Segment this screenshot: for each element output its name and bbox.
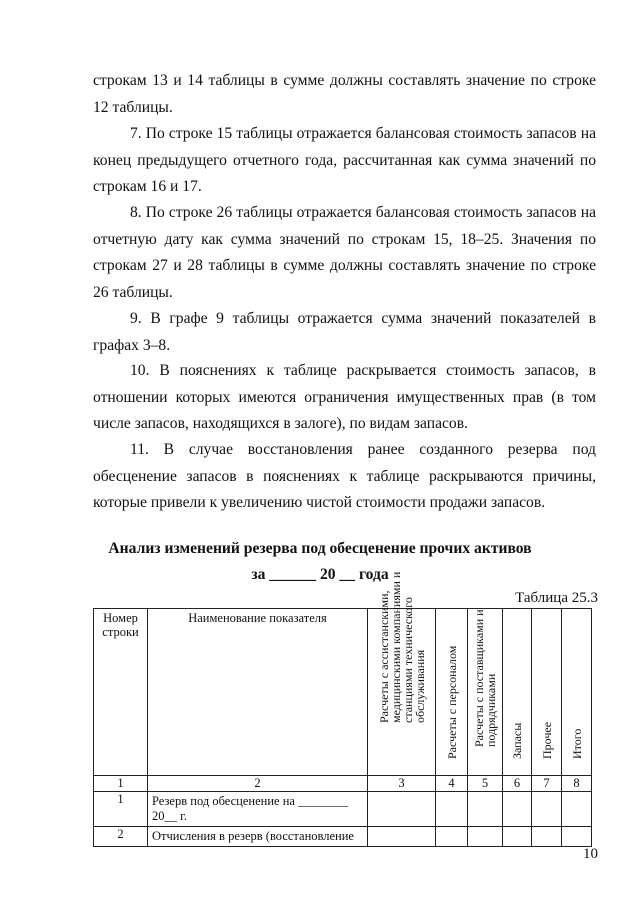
- header-row: [94, 609, 592, 776]
- data-cell: [368, 827, 436, 847]
- data-cell: [468, 792, 503, 827]
- header-col5: Расчеты с поставщиками и подрядчиками: [468, 609, 503, 776]
- data-cell: [468, 827, 503, 847]
- header-col3: Расчеты с ассистанскими, медицинскими компаниями и станциями технического обслуживания: [368, 609, 436, 776]
- col-number: 7: [532, 776, 562, 792]
- row-label: Резерв под обесценение на ________ 20__ г.: [148, 792, 368, 827]
- table-title: Анализ изменений резерва под обесценение прочих активов: [108, 540, 532, 557]
- data-cell: [368, 792, 436, 827]
- col-number: 5: [468, 776, 503, 792]
- header-col6: Запасы: [503, 609, 532, 776]
- paragraph-continuation: строкам 13 и 14 таблицы в сумме должны составлять значение по строке 12 таблицы.: [93, 72, 596, 116]
- header-row-number: Номер строки: [94, 609, 148, 776]
- header-col4: Расчеты с персоналом: [436, 609, 468, 776]
- col-number: 1: [94, 776, 148, 792]
- row-number: 2: [94, 827, 148, 847]
- paragraph-7: 7. По строке 15 таблицы отражается балансовая стоимость запасов на конец предыдущего отчетного года, рассчитанная как сумма значений по строкам 16 и 17.: [93, 125, 596, 195]
- paragraph-9: 9. В графе 9 таблицы отражается сумма значений показателей в графах 3–8.: [93, 310, 596, 354]
- header-col8: Итого: [562, 609, 592, 776]
- column-number-row: [94, 776, 592, 792]
- page-number: 10: [583, 846, 598, 862]
- col-number: 6: [503, 776, 532, 792]
- row-number: 1: [94, 792, 148, 827]
- data-cell: [532, 792, 562, 827]
- col-number: 2: [148, 776, 368, 792]
- header-col7: Прочее: [532, 609, 562, 776]
- paragraph-11: 11. В случае восстановления ранее созданного резерва под обесценение запасов в пояснениях к таблице раскрываются причины, которые привели к увеличению чистой стоимости продажи запасов.: [93, 441, 596, 511]
- data-cell: [562, 792, 592, 827]
- table-period: за ______ 20 __ года: [251, 566, 389, 583]
- data-cell: [503, 792, 532, 827]
- data-cell: [562, 827, 592, 847]
- col-number: 8: [562, 776, 592, 792]
- paragraph-8: 8. По строке 26 таблицы отражается балансовая стоимость запасов на отчетную дату как сумма значений по строкам 15, 18–25. Значения по строкам 27 и 28 таблицы в сумме должны составлять значение по строке 26 таблицы.: [93, 204, 596, 301]
- paragraph-10: 10. В пояснениях к таблице раскрывается стоимость запасов, в отношении которых имеются ограничения имущественных прав (в том числе запасов, находящихся в залоге), по видам запасов.: [93, 362, 596, 432]
- col-number: 4: [436, 776, 468, 792]
- header-indicator: Наименование показателя: [148, 609, 368, 776]
- col-number: 3: [368, 776, 436, 792]
- data-cell: [436, 792, 468, 827]
- data-cell: [436, 827, 468, 847]
- row-label: Отчисления в резерв (восстановление: [148, 827, 368, 847]
- table-row: [94, 827, 592, 847]
- table-row: [94, 792, 592, 827]
- table-caption: Таблица 25.3: [515, 590, 598, 606]
- data-cell: [532, 827, 562, 847]
- data-cell: [503, 827, 532, 847]
